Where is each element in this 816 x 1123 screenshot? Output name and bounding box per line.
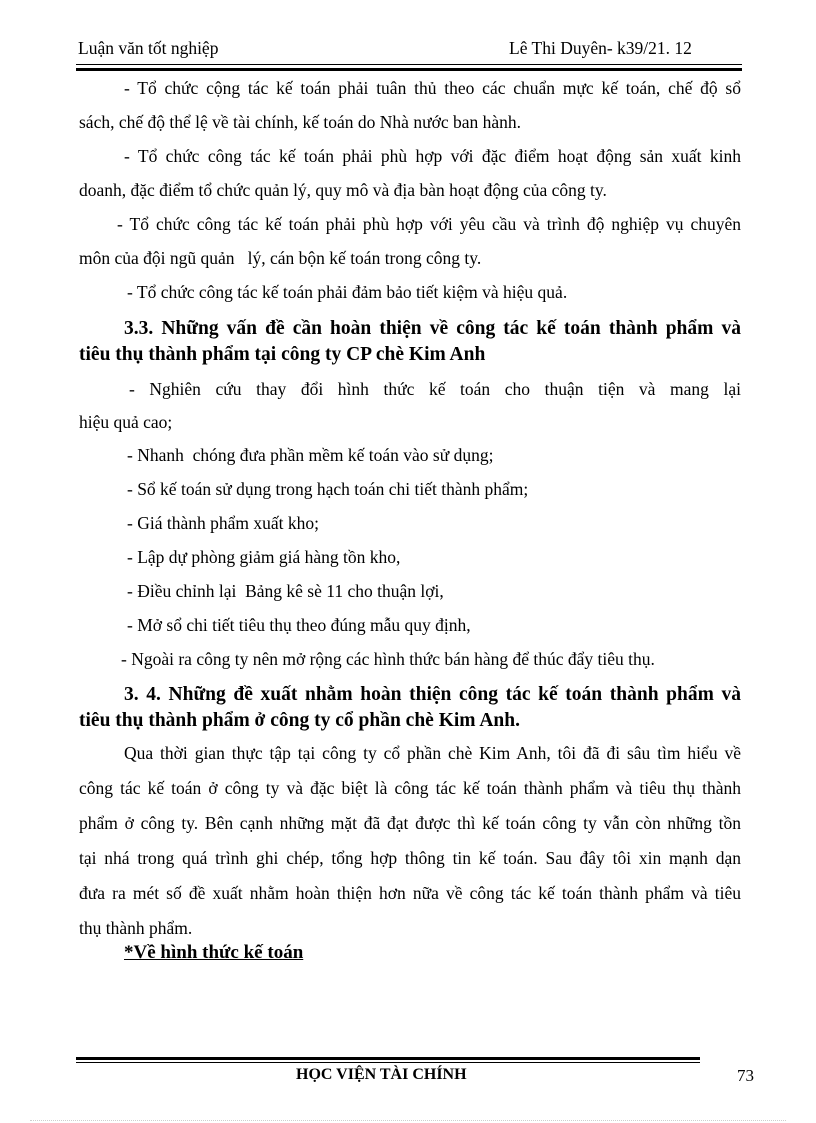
page-number: 73 xyxy=(737,1066,754,1085)
section-3-4-para-line2: công tác kế toán ở công ty và đặc biệt là công tác kế toán thành phẩm và tiêu thụ thành xyxy=(79,778,741,798)
footer-rule xyxy=(76,1062,700,1063)
section-3-4-para-line1: Qua thời gian thực tập tại công ty cổ phần chè Kim Anh, tôi đã đi sâu tìm hiểu về xyxy=(124,743,741,763)
section-3-4-para-line4: tại nhá trong quá trình ghi chép, tổng hợp thông tin kế toán. Sau đây tôi xin mạnh dạn xyxy=(79,848,741,868)
header-rule xyxy=(76,64,742,65)
section-3-3-heading-line1: 3.3. Những vấn đề cần hoàn thiện về công tác kế toán thành phẩm và xyxy=(124,318,741,339)
principle-3-line2: môn của đội ngũ quản lý, cán bộn kế toán trong công ty. xyxy=(79,248,482,268)
footer-rule-thick xyxy=(76,1057,700,1060)
list-item: - Sổ kế toán sử dụng trong hạch toán chi tiết thành phẩm; xyxy=(127,479,529,499)
section-3-4-para-line6: thụ thành phẩm. xyxy=(79,918,193,938)
principle-1-line2: sách, chế độ thể lệ về tài chính, kế toán do Nhà nước ban hành. xyxy=(79,112,521,132)
section-3-4-heading-line1: 3. 4. Những đề xuất nhằm hoàn thiện công tác kế toán thành phẩm và xyxy=(124,684,741,705)
section-3-4-para-line5: đưa ra mét số đề xuất nhằm hoàn thiện hơn nữa về công tác kế toán thành phẩm và tiêu xyxy=(79,883,741,903)
principle-3-line1: - Tổ chức công tác kế toán phải phù hợp với yêu cầu và trình độ nghiệp vụ chuyên xyxy=(117,214,741,234)
principle-2-line2: doanh, đặc điểm tổ chức quản lý, quy mô và địa bàn hoạt động của công ty. xyxy=(79,180,607,200)
page-edge-divider xyxy=(30,1120,786,1121)
section-3-3-intro-line2: hiệu quả cao; xyxy=(79,412,173,432)
section-3-3-intro-line1: - Nghiên cứu thay đổi hình thức kế toán cho thuận tiện và mang lại xyxy=(129,379,741,399)
footer-institution: HỌC VIỆN TÀI CHÍNH xyxy=(296,1066,467,1083)
principle-4-line1: - Tổ chức công tác kế toán phải đảm bảo tiết kiệm và hiệu quả. xyxy=(127,282,568,302)
section-3-3-heading-line2: tiêu thụ thành phẩm tại công ty CP chè Kim Anh xyxy=(79,344,486,365)
subheading-accounting-form: *Về hình thức kế toán xyxy=(124,942,304,963)
list-item: - Lập dự phòng giảm giá hàng tồn kho, xyxy=(127,547,401,567)
principle-1-line1: - Tổ chức cộng tác kế toán phải tuân thủ theo các chuẩn mực kế toán, chế độ sổ xyxy=(124,78,741,98)
list-item: - Điều chỉnh lại Bảng kê sè 11 cho thuận lợi, xyxy=(127,581,444,601)
principle-2-line1: - Tổ chức công tác kế toán phải phù hợp với đặc điểm hoạt động sản xuất kinh xyxy=(124,146,741,166)
section-3-4-para-line3: phẩm ở công ty. Bên cạnh những mặt đã đạt được thì kế toán công ty vẫn còn những tồn xyxy=(79,813,741,833)
list-item: - Mở sổ chi tiết tiêu thụ theo đúng mẫu quy định, xyxy=(127,615,471,635)
header-title: Luận văn tốt nghiệp xyxy=(78,38,219,58)
list-item: - Giá thành phẩm xuất kho; xyxy=(127,513,319,533)
header-author: Lê Thi Duyên- k39/21. 12 xyxy=(509,38,692,58)
list-item: - Nhanh chóng đưa phần mềm kế toán vào sử dụng; xyxy=(127,445,494,465)
list-item: - Ngoài ra công ty nên mở rộng các hình thức bán hàng để thúc đẩy tiêu thụ. xyxy=(121,649,655,669)
section-3-4-heading-line2: tiêu thụ thành phẩm ở công ty cổ phần chè Kim Anh. xyxy=(79,710,520,731)
